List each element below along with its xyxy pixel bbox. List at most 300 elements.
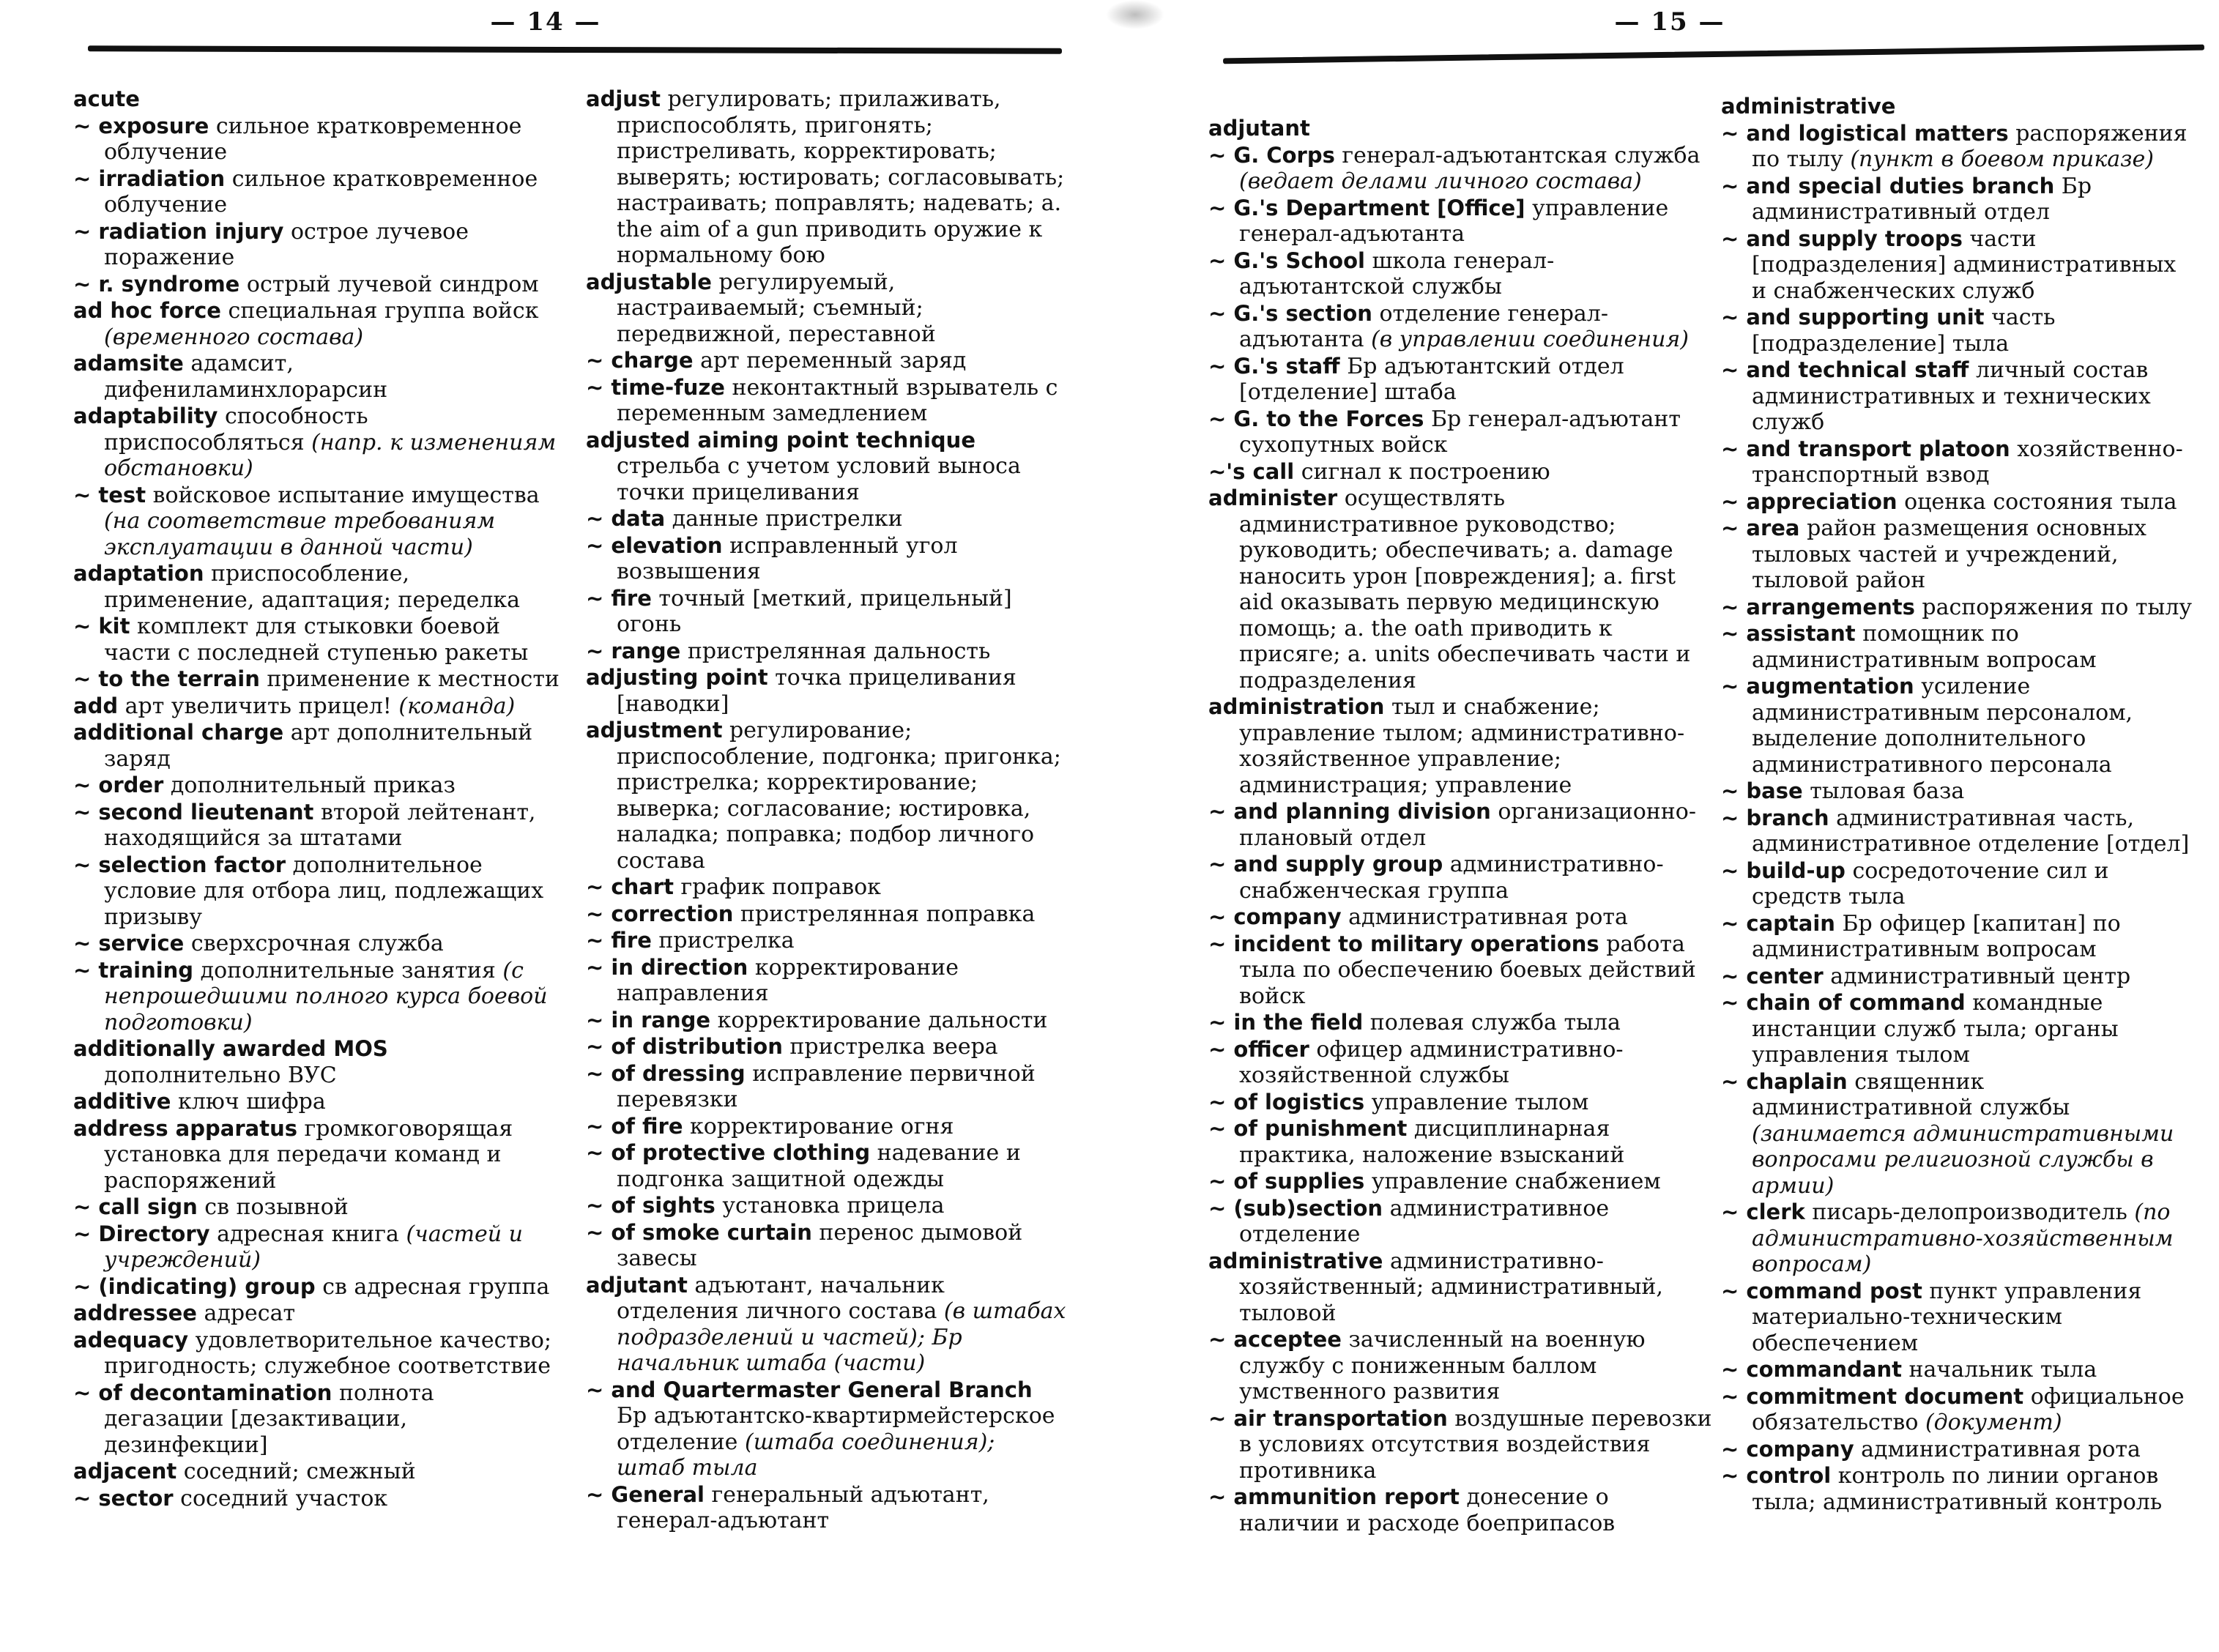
entry-definition: административная рота	[1348, 904, 1628, 930]
dictionary-entry	[1721, 1279, 2197, 1357]
dictionary-entry	[586, 1220, 1069, 1272]
entry-term: ~ of fire	[586, 1113, 683, 1139]
entry-note: (временного состава)	[104, 324, 364, 350]
dictionary-entry	[586, 269, 1069, 348]
dictionary-entry	[73, 958, 560, 1036]
dictionary-entry	[586, 586, 1069, 638]
entry-term: ~ and supply group	[1208, 852, 1443, 877]
dictionary-entry	[586, 718, 1069, 874]
entry-definition: неконтактный взрыватель с переменным замедлением	[617, 374, 1058, 426]
dictionary-entry	[1208, 143, 1714, 195]
left-page-column-2	[586, 86, 1069, 1535]
entry-definition: Бр генерал-адъютант сухопутных войск	[1239, 406, 1681, 458]
entry-term: ~ of smoke curtain	[586, 1219, 812, 1245]
dictionary-entry	[73, 720, 560, 772]
entry-note: (в управлении соединения)	[1371, 327, 1689, 352]
entry-definition: осуществлять административное руководство; руководить; обеспечивать; a. damage наносить урон [повреждения]; a. first aid оказывать первую медицинскую помощь; a. the oath приводить к присяге; a. units обеспечивать части и подразделения	[1239, 485, 1691, 693]
dictionary-entry	[73, 1380, 560, 1459]
dictionary-entry	[586, 955, 1069, 1007]
dictionary-entry	[1208, 459, 1714, 485]
dictionary-entry	[73, 1116, 560, 1194]
entry-term: administrative	[1721, 94, 1896, 119]
entry-definition: Бр административный отдел	[1752, 173, 2092, 225]
header-rule-left	[88, 45, 1062, 53]
entry-term: ~ area	[1721, 516, 1800, 540]
entry-definition: острое лучевое поражение	[104, 218, 469, 270]
dictionary-entry	[1208, 301, 1714, 353]
entry-definition: административное отделение	[1239, 1195, 1610, 1247]
entry-definition: дополнительно ВУС	[104, 1062, 337, 1088]
entry-definition: распоряжения по тылу	[1922, 594, 2193, 620]
entry-definition: соседний участок	[180, 1485, 388, 1511]
entry-term: administrative	[1208, 1248, 1383, 1273]
dictionary-entry	[1208, 116, 1714, 142]
entry-term: ~ branch	[1721, 805, 1829, 830]
entry-term: ~ center	[1721, 963, 1824, 989]
entry-note: (напр. к изменениям обстановки)	[104, 429, 557, 481]
entry-definition: пристрелянная поправка	[740, 901, 1036, 927]
dictionary-entry	[73, 1486, 560, 1512]
entry-term: additionally awarded MOS	[73, 1036, 388, 1061]
entry-definition: офицер административно-хозяйственной службы	[1239, 1036, 1624, 1088]
dictionary-entry	[1208, 248, 1714, 300]
entry-definition: адресат	[204, 1301, 296, 1326]
entry-term: ~ of dressing	[586, 1060, 746, 1086]
left-page-column-1	[73, 86, 560, 1512]
dictionary-entry	[73, 561, 560, 613]
entry-term: ~ command post	[1721, 1278, 1922, 1303]
dictionary-entry	[73, 1036, 560, 1088]
entry-term: ~ incident to military operations	[1208, 931, 1599, 956]
entry-definition: удовлетворительное качество; пригодность; служебное соответствие	[104, 1327, 552, 1379]
entry-definition: административно-снабженческая группа	[1239, 852, 1664, 904]
dictionary-entry	[1208, 1249, 1714, 1327]
entry-term: ~ arrangements	[1721, 594, 1915, 620]
dictionary-entry	[1721, 778, 2197, 805]
entry-term: ~ radiation injury	[73, 218, 284, 244]
entry-definition: усиление административным персоналом, выделение дополнительного административного персонала	[1752, 674, 2133, 778]
entry-term: ~ and supply troops	[1721, 226, 1963, 251]
entry-term: ~ clerk	[1721, 1199, 1805, 1224]
dictionary-entry	[1721, 674, 2197, 778]
entry-definition: генерал-адъютантская служба	[1342, 142, 1701, 168]
dictionary-entry	[1208, 485, 1714, 693]
dictionary-entry	[73, 1301, 560, 1327]
entry-term: ~ company	[1721, 1436, 1854, 1462]
entry-term: ~ training	[73, 957, 194, 983]
entry-term: ~ commandant	[1721, 1357, 1902, 1382]
entry-note: (на соответствие требованиям эксплуатации в данной части)	[104, 508, 496, 560]
entry-definition: сосредоточение сил и средств тыла	[1752, 857, 2109, 909]
entry-definition: официальное обязательство	[1752, 1383, 2185, 1435]
entry-definition: корректирование огня	[690, 1113, 954, 1139]
entry-term: add	[73, 693, 119, 718]
entry-definition: св адресная группа	[322, 1273, 550, 1300]
entry-term: ~ of protective clothing	[586, 1140, 871, 1165]
entry-definition: священник административной службы	[1752, 1068, 2070, 1120]
entry-definition: установка прицела	[722, 1193, 945, 1218]
entry-definition: личный состав административных и технических служб	[1752, 357, 2151, 435]
entry-term: adjustable	[586, 269, 712, 294]
entry-definition: распоряжения по тылу	[1752, 120, 2188, 172]
entry-definition: соседний; смежный	[183, 1459, 416, 1484]
dictionary-entry	[1721, 621, 2197, 673]
dictionary-entry	[586, 375, 1069, 427]
entry-term: adaptability	[73, 403, 218, 428]
entry-term: ~ and transport platoon	[1721, 436, 2010, 461]
entry-definition: часть [подразделение] тыла	[1752, 305, 2056, 357]
entry-definition: регулирование; приспособление, подгонка; пригонка; пристрелка; корректирование; выверка; согласование; юстировка, наладка; поправка; подбор личного состава	[617, 718, 1061, 874]
dictionary-entry	[1208, 931, 1714, 1010]
entry-definition: пристрелка веера	[789, 1034, 998, 1060]
entry-term: ~ control	[1721, 1463, 1832, 1488]
entry-term: ~ selection factor	[73, 852, 286, 877]
dictionary-entry	[1721, 305, 2197, 357]
right-page-column-1	[1208, 116, 1714, 1537]
dictionary-entry	[1208, 1116, 1714, 1168]
entry-term: ~ of sights	[586, 1193, 715, 1218]
entry-definition: корректирование дальности	[717, 1007, 1048, 1033]
entry-definition: сверхсрочная служба	[190, 931, 444, 956]
dictionary-entry	[73, 1194, 560, 1221]
entry-definition: административный центр	[1830, 963, 2131, 989]
entry-term: ~ elevation	[586, 532, 723, 558]
entry-term: ad hoc force	[73, 298, 221, 323]
entry-term: ~ officer	[1208, 1036, 1309, 1062]
entry-term: ~ and special duties branch	[1721, 173, 2055, 198]
dictionary-entry	[1208, 852, 1714, 904]
entry-definition: генеральный адъютант, генерал-адъютант	[617, 1481, 989, 1533]
entry-term: ~ captain	[1721, 910, 1835, 936]
entry-term: address apparatus	[73, 1115, 297, 1141]
entry-note: (документ)	[1925, 1410, 2062, 1435]
entry-definition: командные инстанции служб тыла; органы управления тылом	[1752, 990, 2119, 1068]
dictionary-entry	[1721, 990, 2197, 1068]
entry-term: ~ G.'s Department [Office]	[1208, 195, 1525, 220]
dictionary-entry	[1721, 911, 2197, 963]
entry-term: ~ build-up	[1721, 857, 1846, 883]
dictionary-entry	[1208, 1196, 1714, 1248]
entry-definition: арт переменный заряд	[700, 348, 967, 373]
entry-term: ~ and Quartermaster General Branch	[586, 1377, 1033, 1402]
dictionary-entry	[1208, 354, 1714, 406]
entry-term: ~ order	[73, 773, 164, 797]
entry-definition: административная часть, административное отделение [отдел]	[1752, 805, 2190, 857]
entry-term: ~ range	[586, 638, 681, 663]
entry-definition: график поправок	[680, 874, 881, 900]
dictionary-entry	[1208, 1484, 1714, 1536]
entry-definition: пристрелянная дальность	[687, 638, 991, 664]
entry-definition: сильное кратковременное облучение	[104, 165, 538, 217]
entry-definition: тыл и снабжение; управление тылом; административно-хозяйственное управление; администрация; управление	[1239, 694, 1685, 798]
entry-term: ~ and logistical matters	[1721, 120, 2009, 146]
dictionary-entry	[1721, 436, 2197, 488]
dictionary-entry	[586, 874, 1069, 901]
dictionary-entry	[73, 298, 560, 350]
dictionary-entry	[73, 800, 560, 852]
dictionary-entry	[586, 1008, 1069, 1034]
entry-definition: зачисленный на военную службу с пониженным баллом умственного развития	[1239, 1327, 1646, 1404]
dictionary-entry	[586, 1193, 1069, 1219]
entry-term: ~ base	[1721, 778, 1803, 803]
entry-term: ~ air transportation	[1208, 1405, 1448, 1431]
entry-definition: помощник по административным вопросам	[1752, 621, 2097, 673]
dictionary-entry	[73, 1459, 560, 1485]
entry-term: ~ of decontamination	[73, 1380, 332, 1405]
entry-term: ~ in direction	[586, 954, 748, 980]
entry-term: ~ of punishment	[1208, 1116, 1408, 1141]
entry-definition: арт увеличить прицел!	[124, 693, 392, 719]
entry-definition: стрельба с учетом условий выноса точки прицеливания	[617, 453, 1021, 505]
entry-term: administer	[1208, 485, 1338, 510]
entry-term: ~ G.'s School	[1208, 248, 1365, 273]
entry-term: ~ commitment document	[1721, 1383, 2024, 1409]
dictionary-entry	[1208, 694, 1714, 798]
entry-definition: работа тыла по обеспечению боевых действий войск	[1239, 931, 1696, 1009]
entry-term: ~ Directory	[73, 1221, 210, 1246]
entry-note: (в штабах подразделений и частей); Бр начальник штаба (части)	[617, 1298, 1066, 1376]
entry-term: adjusting point	[586, 665, 768, 690]
entry-definition: полнота дегазации [дезактивации, дезинфекции]	[104, 1380, 434, 1458]
entry-definition: школа генерал-адъютантской службы	[1239, 248, 1555, 299]
entry-term: ~ in the field	[1208, 1010, 1364, 1035]
entry-term: adjusted aiming point technique	[586, 427, 975, 453]
dictionary-entry	[1208, 1010, 1714, 1036]
entry-definition: отделение генерал-адъютанта	[1239, 300, 1608, 352]
entry-definition: специальная группа войск	[228, 298, 539, 324]
header-rule-right	[1223, 45, 2204, 64]
left-page	[0, 0, 1091, 1652]
entry-definition: войсковое испытание имущества	[152, 482, 540, 508]
entry-term: ~ test	[73, 482, 146, 507]
entry-term: adjutant	[1208, 116, 1310, 141]
entry-term: adjacent	[73, 1459, 177, 1484]
entry-term: ~ sector	[73, 1485, 174, 1511]
entry-definition: регулируемый, настраиваемый; съемный; передвижной, переставной	[617, 269, 936, 347]
entry-term: adaptation	[73, 561, 204, 586]
dictionary-entry	[1721, 964, 2197, 990]
dictionary-entry	[1208, 406, 1714, 458]
entry-note: (с непрошедшими полного курса боевой подготовки)	[104, 957, 548, 1035]
entry-term: ~ kit	[73, 614, 130, 639]
entry-definition: точный [меткий, прицельный] огонь	[617, 585, 1012, 637]
dictionary-entry	[586, 1377, 1069, 1481]
entry-note: (ведает делами личного состава)	[1239, 168, 1642, 194]
entry-definition: части [подразделения] административных и снабженческих служб	[1752, 226, 2177, 304]
dictionary-entry	[73, 86, 560, 113]
dictionary-entry	[586, 428, 1069, 506]
dictionary-entry	[586, 928, 1069, 954]
entry-term: ~ charge	[586, 348, 694, 373]
entry-definition: дополнительный приказ	[170, 773, 456, 798]
entry-term: ~ irradiation	[73, 165, 226, 191]
dictionary-entry	[1208, 799, 1714, 851]
entry-term: ~ to the terrain	[73, 666, 260, 691]
entry-definition: управление снабжением	[1371, 1169, 1661, 1194]
entry-term: ~ G.'s section	[1208, 300, 1372, 326]
dictionary-entry	[1721, 516, 2197, 594]
entry-definition: адресная книга	[217, 1221, 399, 1247]
entry-definition: район размещения основных тыловых частей и учреждений, тыловой район	[1752, 516, 2146, 593]
entry-term: adequacy	[73, 1327, 189, 1353]
entry-term: ~ second lieutenant	[73, 799, 314, 825]
dictionary-entry	[586, 901, 1069, 928]
entry-term: ~ chain of command	[1721, 990, 1966, 1015]
entry-definition: данные пристрелки	[672, 506, 903, 532]
entry-term: ~ and technical staff	[1721, 357, 1969, 382]
entry-definition: Бр офицер [капитан] по административным вопросам	[1752, 910, 2121, 962]
dictionary-entry	[73, 1221, 560, 1273]
dictionary-entry	[73, 693, 560, 720]
entry-definition: хозяйственно-транспортный взвод	[1752, 436, 2183, 488]
entry-term: adjustment	[586, 718, 723, 743]
dictionary-entry	[73, 219, 560, 271]
entry-term: administration	[1208, 694, 1385, 719]
entry-term: addressee	[73, 1301, 197, 1325]
dictionary-entry	[1721, 357, 2197, 436]
entry-term: ~ G. to the Forces	[1208, 406, 1424, 431]
right-page	[1120, 0, 2219, 1652]
entry-definition: адамсит, дифениламинхлорарсин	[104, 351, 388, 403]
entry-term: ~ r. syndrome	[73, 271, 240, 297]
entry-definition: сигнал к построению	[1301, 458, 1550, 485]
dictionary-entry	[73, 931, 560, 957]
dictionary-entry	[1721, 174, 2197, 226]
entry-term: ~ (sub)section	[1208, 1195, 1383, 1221]
dictionary-entry	[73, 403, 560, 482]
dictionary-entry	[1208, 1169, 1714, 1195]
entry-definition: регулировать; прилаживать, приспособлять, пригонять; пристреливать, корректировать; выверять; юстировать; согласовывать; настраивать; поправлять; надевать; a. the aim of a gun приводить оружие к нормальному бою	[617, 86, 1065, 268]
dictionary-entry	[1721, 1463, 2197, 1515]
entry-term: adjutant	[586, 1272, 688, 1298]
entry-definition: дисциплинарная практика, наложение взысканий	[1239, 1116, 1625, 1168]
dictionary-entry	[73, 1328, 560, 1380]
entry-definition: административная рота	[1861, 1436, 2141, 1462]
dictionary-entry	[1208, 196, 1714, 248]
dictionary-entry	[1721, 489, 2197, 516]
entry-term: ~ assistant	[1721, 621, 1856, 646]
entry-term: ~ fire	[586, 585, 652, 611]
entry-term: ~ G. Corps	[1208, 142, 1335, 168]
entry-term: ~ exposure	[73, 113, 209, 138]
entry-definition: корректирование направления	[617, 954, 959, 1006]
entry-note: (занимается административными вопросами религиозной службы в армии)	[1752, 1120, 2174, 1199]
entry-note: (команда)	[398, 693, 516, 719]
dictionary-entry	[1721, 226, 2197, 305]
entry-term: ~'s call	[1208, 458, 1295, 484]
entry-term: ~ chart	[586, 874, 674, 899]
dictionary-entry	[73, 1089, 560, 1115]
dictionary-entry	[586, 1114, 1069, 1140]
entry-term: ~ of logistics	[1208, 1089, 1365, 1115]
dictionary-entry	[586, 1140, 1069, 1192]
entry-term: ~ correction	[586, 901, 734, 926]
entry-term: ~ (indicating) group	[73, 1273, 316, 1299]
entry-term: ~ service	[73, 931, 185, 956]
entry-term: ~ ammunition report	[1208, 1484, 1460, 1509]
entry-definition: надевание и подгонка защитной одежды	[617, 1140, 1021, 1192]
entry-definition: дополнительное условие для отбора лиц, подлежащих призыву	[104, 852, 544, 930]
dictionary-entry	[586, 1482, 1069, 1534]
entry-term: ~ augmentation	[1721, 674, 1914, 699]
entry-definition: Бр адъютантско-квартирмейстерское отделение	[617, 1403, 1055, 1455]
entry-definition: исправленный угол возвышения	[617, 532, 958, 584]
entry-note: (частей и учреждений)	[104, 1221, 523, 1273]
entry-definition: писарь-делопроизводитель	[1812, 1199, 2127, 1225]
entry-term: ~ acceptee	[1208, 1327, 1342, 1352]
entry-definition: административно-хозяйственный; административный, тыловой	[1239, 1248, 1663, 1326]
entry-definition: организационно-плановый отдел	[1239, 799, 1696, 851]
right-page-column-2	[1721, 94, 2197, 1516]
dictionary-entry	[1208, 1406, 1714, 1484]
dictionary-entry	[73, 351, 560, 403]
entry-term: ~ company	[1208, 904, 1342, 929]
dictionary-entry	[1721, 595, 2197, 621]
entry-definition: донесение о наличии и расходе боеприпасов	[1239, 1484, 1616, 1536]
entry-definition: управление генерал-адъютанта	[1239, 195, 1669, 247]
entry-term: additive	[73, 1089, 171, 1114]
page-number-left: — 14 —	[490, 7, 601, 37]
entry-term: ~ General	[586, 1481, 705, 1507]
dictionary-entry	[73, 614, 560, 666]
dictionary-entry	[586, 506, 1069, 532]
entry-definition: дополнительные занятия	[200, 957, 496, 983]
entry-term: ~ G.'s staff	[1208, 353, 1340, 379]
dictionary-entry	[73, 272, 560, 298]
entry-term: ~ appreciation	[1721, 488, 1898, 514]
entry-definition: острый лучевой синдром	[246, 271, 539, 297]
entry-definition: сильное кратковременное облучение	[104, 113, 522, 165]
dictionary-entry	[73, 483, 560, 561]
entry-term: ~ data	[586, 506, 666, 531]
entry-term: ~ of distribution	[586, 1034, 783, 1059]
dictionary-entry	[586, 665, 1069, 717]
entry-definition: адъютант, начальник отделения личного состава	[617, 1272, 945, 1324]
entry-note: (штаба соединения); штаб тыла	[617, 1429, 995, 1481]
entry-term: ~ and planning division	[1208, 799, 1491, 824]
entry-definition: контроль по линии органов тыла; административный контроль	[1752, 1463, 2163, 1515]
dictionary-entry	[73, 166, 560, 218]
dictionary-entry	[1721, 1384, 2197, 1436]
entry-note: (пункт в боевом приказе)	[1850, 146, 2154, 172]
entry-definition: тыловая база	[1810, 778, 1965, 804]
dictionary-entry	[1208, 1037, 1714, 1089]
dictionary-entry	[1208, 1090, 1714, 1116]
entry-term: ~ call sign	[73, 1194, 198, 1219]
entry-definition: ключ шифра	[177, 1089, 326, 1115]
entry-definition: громкоговорящая установка для передачи команд и распоряжений	[104, 1115, 513, 1194]
dictionary-entry	[1721, 94, 2197, 120]
entry-definition: управление тылом	[1371, 1089, 1589, 1115]
entry-definition: перенос дымовой завесы	[617, 1219, 1023, 1271]
dictionary-entry	[1721, 121, 2197, 173]
dictionary-entry	[1721, 1437, 2197, 1463]
page-number-right: — 15 —	[1614, 7, 1725, 37]
entry-definition: начальник тыла	[1908, 1357, 2097, 1383]
entry-definition: св позывной	[204, 1194, 349, 1220]
dictionary-entry	[586, 348, 1069, 374]
dictionary-entry	[586, 533, 1069, 585]
entry-definition: воздушные перевозки в условиях отсутствия воздействия противника	[1239, 1405, 1712, 1484]
entry-note: (по административно-хозяйственным вопросам)	[1752, 1199, 2174, 1277]
dictionary-entry	[586, 1273, 1069, 1377]
entry-term: ~ and supporting unit	[1721, 305, 1985, 330]
dictionary-entry	[73, 773, 560, 799]
entry-term: ~ chaplain	[1721, 1068, 1848, 1094]
dictionary-entry	[586, 1061, 1069, 1113]
dictionary-entry	[1721, 805, 2197, 857]
dictionary-entry	[73, 1274, 560, 1301]
